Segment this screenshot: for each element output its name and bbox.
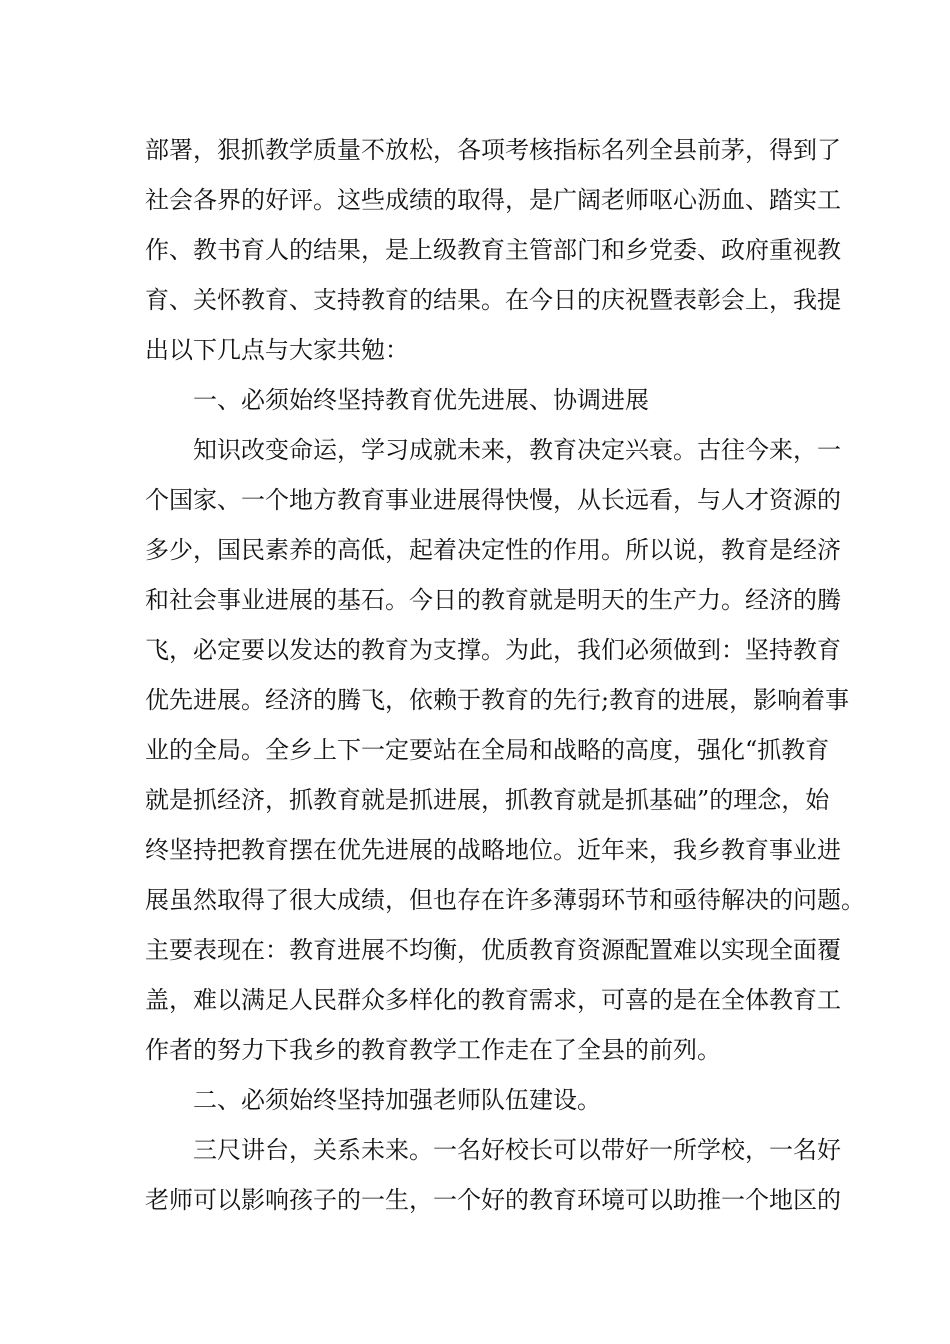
text-line: 就是抓经济，抓教育就是抓进展，抓教育就是抓基础”的理念，始 bbox=[145, 786, 830, 814]
body-text bbox=[145, 125, 865, 1225]
text-line: 业的全局。全乡上下一定要站在全局和战略的高度，强化“抓教育 bbox=[145, 736, 830, 764]
text-line: 育、关怀教育、支持教育的结果。在今日的庆祝暨表彰会上，我提 bbox=[145, 286, 841, 314]
paragraph-start: 知识改变命运，学习成就未来，教育决定兴衰。古往今来，一 bbox=[193, 436, 841, 464]
text-line: 出以下几点与大家共勉： bbox=[145, 336, 409, 364]
text-line: 和社会事业进展的基石。今日的教育就是明天的生产力。经济的腾 bbox=[145, 586, 841, 614]
text-line: 老师可以影响孩子的一生，一个好的教育环境可以助推一个地区的 bbox=[145, 1186, 841, 1214]
text-line: 个国家、一个地方教育事业进展得快慢，从长远看，与人才资源的 bbox=[145, 486, 841, 514]
text-line: 作、教书育人的结果，是上级教育主管部门和乡党委、政府重视教 bbox=[145, 236, 841, 264]
text-line: 终坚持把教育摆在优先进展的战略地位。近年来，我乡教育事业进 bbox=[145, 836, 841, 864]
paragraph-start: 三尺讲台，关系未来。一名好校长可以带好一所学校，一名好 bbox=[193, 1136, 841, 1164]
section-heading: 一、必须始终坚持教育优先进展、协调进展 bbox=[193, 386, 649, 414]
section-heading: 二、必须始终坚持加强老师队伍建设。 bbox=[193, 1086, 601, 1114]
text-line: 飞，必定要以发达的教育为支撑。为此，我们必须做到：坚持教育 bbox=[145, 636, 841, 664]
text-line: 展虽然取得了很大成绩，但也存在许多薄弱环节和亟待解决的问题。 bbox=[145, 886, 865, 914]
text-line: 主要表现在：教育进展不均衡，优质教育资源配置难以实现全面覆 bbox=[145, 936, 841, 964]
text-line: 盖，难以满足人民群众多样化的教育需求，可喜的是在全体教育工 bbox=[145, 986, 841, 1014]
text-line: 作者的努力下我乡的教育教学工作走在了全县的前列。 bbox=[145, 1036, 721, 1064]
text-line: 多少，国民素养的高低，起着决定性的作用。所以说，教育是经济 bbox=[145, 536, 841, 564]
text-line: 部署，狠抓教学质量不放松，各项考核指标名列全县前茅，得到了 bbox=[145, 136, 841, 164]
text-line: 社会各界的好评。这些成绩的取得，是广阔老师呕心沥血、踏实工 bbox=[145, 186, 841, 214]
text-line: 优先进展。经济的腾飞，依赖于教育的先行;教育的进展，影响着事 bbox=[145, 686, 850, 714]
